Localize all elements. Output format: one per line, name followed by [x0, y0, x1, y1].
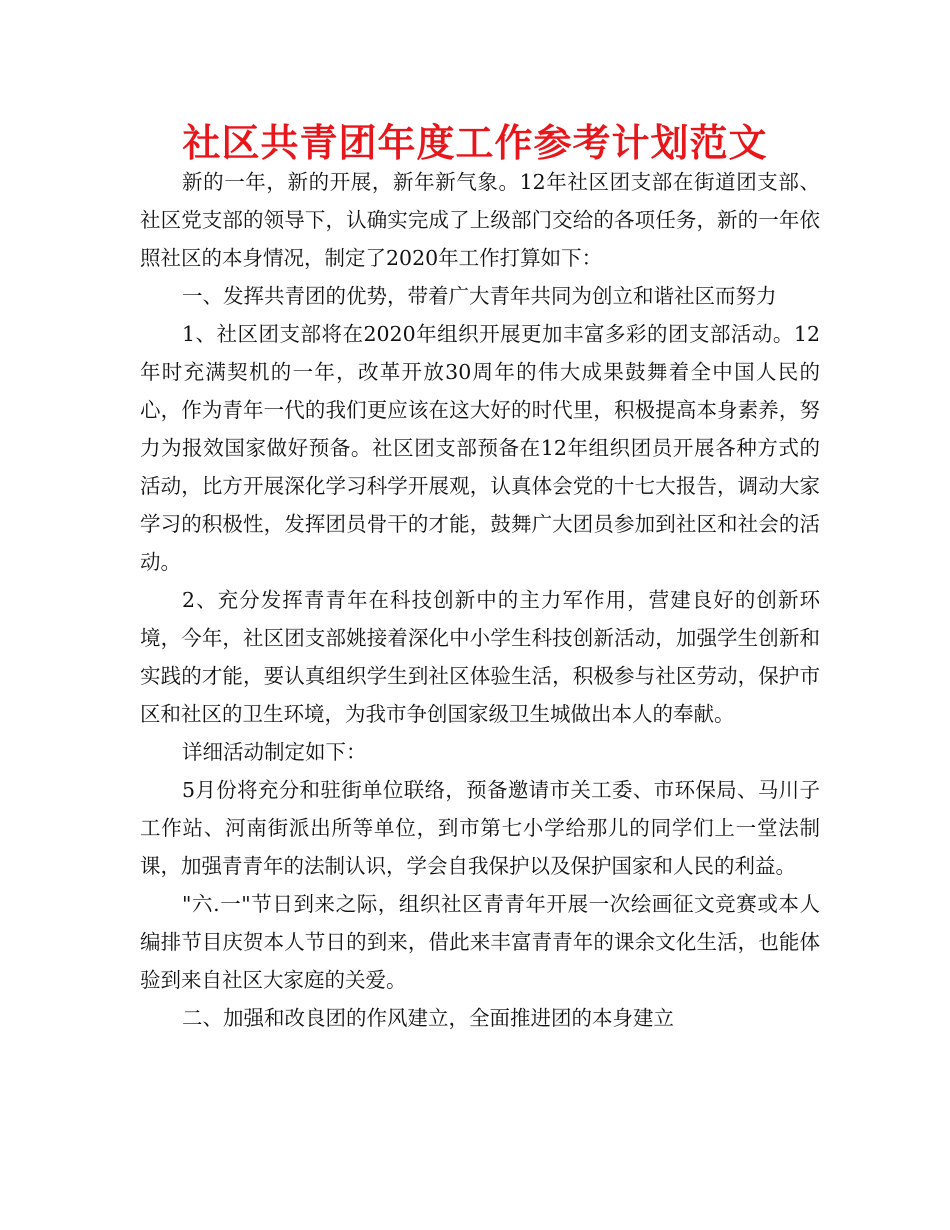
paragraph-section-2-heading: 二、加强和改良团的作风建立，全面推进团的本身建立: [182, 1006, 674, 1030]
paragraph-activity-heading: 详细活动制定如下：: [182, 740, 367, 764]
paragraph-item-1: 1、社区团支部将在2020年组织开展更加丰富多彩的团支部活动。12年时充满契机的一年，改革开放30周年的伟大成果鼓舞着全中国人民的心，作为青年一代的我们更应该在这大好的时代里，积极提高本身素养，努力为报效国家做好预备。社区团支部预备在12年组织团员开展各种方式的活动，比方开展深化学习科学开展观，认真体会党的十七大报告，调动大家学习的积极性，发挥团员骨干的才能，鼓舞广大团员参加到社区和社会的活动。: [140, 322, 820, 574]
paragraph-june-activity: "六.一"节日到来之际，组织社区青青年开展一次绘画征文竞赛或本人编排节目庆贺本人节日的到来，借此来丰富青青年的课余文化生活，也能体验到来自社区大家庭的关爱。: [140, 892, 820, 992]
paragraph-section-1-heading: 一、发挥共青团的优势，带着广大青年共同为创立和谐社区而努力: [182, 284, 777, 308]
document-title: 社区共青团年度工作参考计划范文: [182, 121, 768, 165]
paragraph-intro: 新的一年，新的开展，新年新气象。12年社区团支部在街道团支部、社区党支部的领导下，认确实完成了上级部门交给的各项任务，新的一年依照社区的本身情况，制定了2020年工作打算如下：: [140, 170, 820, 270]
paragraph-may-activity: 5月份将充分和驻街单位联络，预备邀请市关工委、市环保局、马川子工作站、河南街派出所等单位，到市第七小学给那儿的同学们上一堂法制课，加强青青年的法制认识，学会自我保护以及保护国家和人民的利益。: [140, 778, 820, 878]
document-body: [140, 163, 820, 1037]
paragraph-item-2: 2、充分发挥青青年在科技创新中的主力军作用，营建良好的创新环境，今年，社区团支部姚接着深化中小学生科技创新活动，加强学生创新和实践的才能，要认真组织学生到社区体验生活，积极参与社区劳动，保护市区和社区的卫生环境，为我市争创国家级卫生城做出本人的奉献。: [140, 588, 820, 726]
